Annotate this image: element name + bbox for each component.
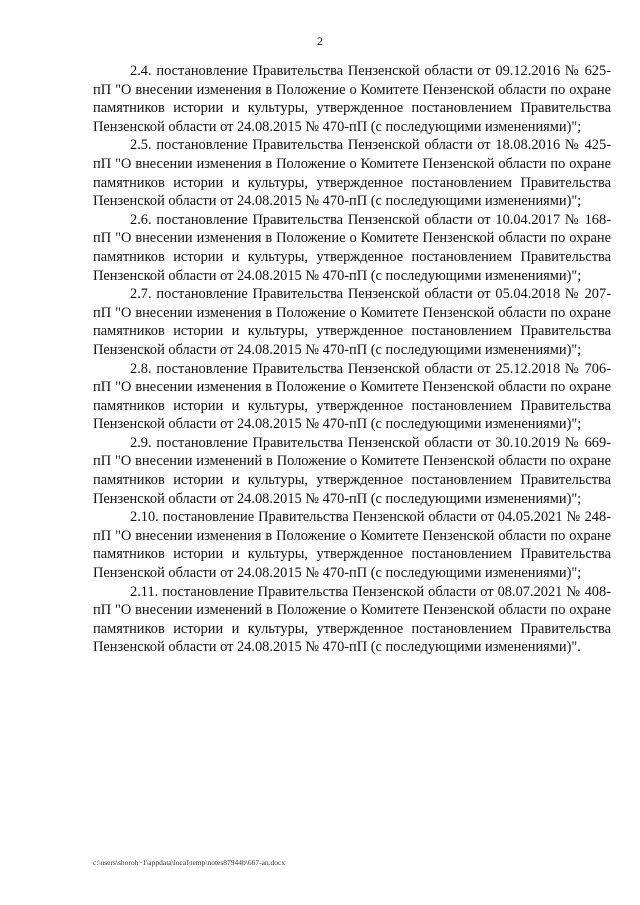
list-item: 2.11. постановление Правительства Пензенской области от 08.07.2021 № 408-пП "О внесении изменений в Положение о Комитете Пензенской области по охране памятников истории и культуры, утвержденное постановлением Правительства Пензенской области от 24.08.2015 № 470-пП (с последующими изменениями)".: [93, 583, 611, 656]
list-item: 2.6. постановление Правительства Пензенской области от 10.04.2017 № 168-пП "О внесении изменения в Положение о Комитете Пензенской области по охране памятников истории и культуры, утвержденное постановлением Правительства Пензенской области от 24.08.2015 № 470-пП (с последующими изменениями)";: [93, 211, 611, 284]
list-item: 2.5. постановление Правительства Пензенской области от 18.08.2016 № 425-пП "О внесении изменения в Положение о Комитете Пензенской области по охране памятников истории и культуры, утвержденное постановлением Правительства Пензенской области от 24.08.2015 № 470-пП (с последующими изменениями)";: [93, 137, 611, 210]
list-item: 2.4. постановление Правительства Пензенской области от 09.12.2016 № 625-пП "О внесении изменения в Положение о Комитете Пензенской области по охране памятников истории и культуры, утвержденное постановлением Правительства Пензенской области от 24.08.2015 № 470-пП (с последующими изменениями)";: [93, 63, 611, 135]
list-item: 2.7. постановление Правительства Пензенской области от 05.04.2018 № 207-пП "О внесении изменения в Положение о Комитете Пензенской области по охране памятников истории и культуры, утвержденное постановлением Правительства Пензенской области от 24.08.2015 № 470-пП (с последующими изменениями)";: [93, 286, 611, 358]
footer-file-path: c:\users\shoroh~1\appdata\local\temp\notes87944b\667-an.docx: [93, 858, 286, 867]
document-body: [93, 62, 611, 657]
list-item: 2.9. постановление Правительства Пензенской области от 30.10.2019 № 669-пП "О внесении изменений в Положение о Комитете Пензенской области по охране памятников истории и культуры, утвержденное постановлением Правительства Пензенской области от 24.08.2015 № 470-пП (с последующими изменениями)";: [93, 434, 611, 507]
page-number: 2: [317, 34, 323, 48]
list-item: 2.8. постановление Правительства Пензенской области от 25.12.2018 № 706-пП "О внесении изменения в Положение о Комитете Пензенской области по охране памятников истории и культуры, утвержденное постановлением Правительства Пензенской области от 24.08.2015 № 470-пП (с последующими изменениями)";: [93, 360, 611, 433]
list-item: 2.10. постановление Правительства Пензенской области от 04.05.2021 № 248-пП "О внесении изменения в Положение о Комитете Пензенской области по охране памятников истории и культуры, утвержденное постановлением Правительства Пензенской области от 24.08.2015 № 470-пП (с последующими изменениями)";: [93, 509, 611, 582]
